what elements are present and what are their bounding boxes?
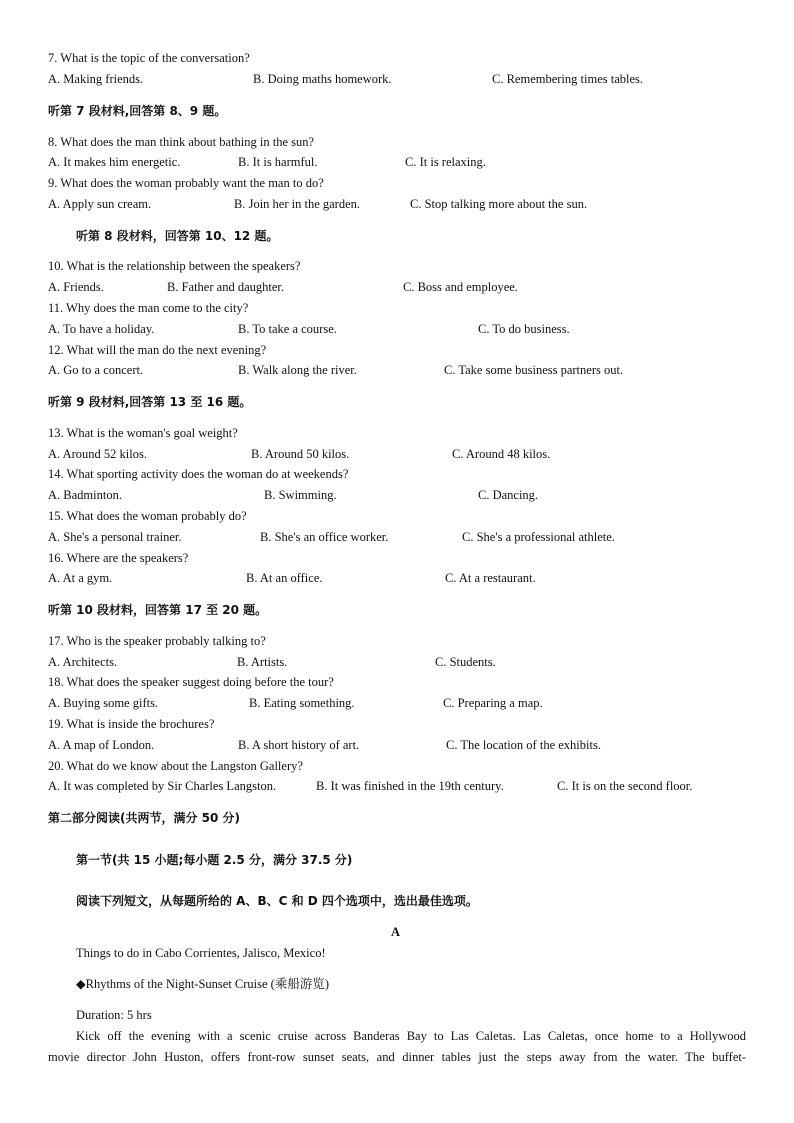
section-heading-8: 听第 8 段材料，回答第 10、12 题。 [76,229,279,243]
question-7-stem: 7. What is the topic of the conversation? [48,51,250,65]
question-9-option-b: B. Join her in the garden. [234,197,361,211]
question-15-option-b: B. She's an office worker. [260,530,389,544]
question-20-stem: 20. What do we know about the Langston Gallery? [48,759,303,773]
question-8-option-a: A. It makes him energetic. [48,155,181,169]
question-20-option-b: B. It was finished in the 19th century. [316,779,504,793]
question-16-option-b: B. At an office. [246,571,323,585]
question-9-option-c: C. Stop talking more about the sun. [410,197,588,211]
question-10-stem: 10. What is the relationship between the speakers? [48,259,301,273]
question-12-option-c: C. Take some business partners out. [444,363,624,377]
passage-item-heading: ◆Rhythms of the Night-Sunset Cruise (乘船游览) [76,977,330,991]
question-11-option-a: A. To have a holiday. [48,322,155,336]
question-15-option-c: C. She's a professional athlete. [462,530,615,544]
question-20-option-c: C. It is on the second floor. [557,779,693,793]
question-19-option-a: A. A map of London. [48,738,155,752]
question-14-stem: 14. What sporting activity does the woman do at weekends? [48,467,349,481]
question-16-stem: 16. Where are the speakers? [48,551,189,565]
question-10-option-c: C. Boss and employee. [403,280,518,294]
passage-paragraph-line-2: movie director John Huston, offers front-row sunset seats, and dinner tables just the steps away from the water. The buffet- [48,1050,746,1064]
question-18-option-a: A. Buying some gifts. [48,696,159,710]
question-11-stem: 11. Why does the man come to the city? [48,301,249,315]
question-9-option-a: A. Apply sun cream. [48,197,152,211]
question-19-option-c: C. The location of the exhibits. [446,738,601,752]
question-13-option-b: B. Around 50 kilos. [251,447,350,461]
reading-instruction: 阅读下列短文，从每题所给的 A、B、C 和 D 四个选项中，选出最佳选项。 [76,894,478,908]
passage-letter: A [391,925,401,939]
question-17-option-a: A. Architects. [48,655,118,669]
question-11-option-b: B. To take a course. [238,322,337,336]
question-7-option-a: A. Making friends. [48,72,144,86]
question-8-stem: 8. What does the man think about bathing in the sun? [48,135,315,149]
question-16-option-c: C. At a restaurant. [445,571,536,585]
question-18-option-b: B. Eating something. [249,696,355,710]
question-14-option-a: A. Badminton. [48,488,122,502]
section-heading-10: 听第 10 段材料，回答第 17 至 20 题。 [48,603,268,617]
question-15-stem: 15. What does the woman probably do? [48,509,247,523]
section-heading-9: 听第 9 段材料,回答第 13 至 16 题。 [48,395,252,409]
question-19-stem: 19. What is inside the brochures? [48,717,215,731]
question-14-option-b: B. Swimming. [264,488,337,502]
question-13-option-c: C. Around 48 kilos. [452,447,551,461]
question-9-stem: 9. What does the woman probably want the man to do? [48,176,324,190]
section-one-heading: 第一节(共 15 小题;每小题 2.5 分，满分 37.5 分) [76,853,353,867]
question-7-option-b: B. Doing maths homework. [253,72,392,86]
question-20-option-a: A. It was completed by Sir Charles Langston. [48,779,277,793]
section-heading-7: 听第 7 段材料,回答第 8、9 题。 [48,104,227,118]
question-10-option-b: B. Father and daughter. [167,280,284,294]
question-8-option-c: C. It is relaxing. [405,155,486,169]
question-13-stem: 13. What is the woman's goal weight? [48,426,238,440]
question-16-option-a: A. At a gym. [48,571,113,585]
passage-duration: Duration: 5 hrs [76,1008,152,1022]
question-10-option-a: A. Friends. [48,280,104,294]
passage-title: Things to do in Cabo Corrientes, Jalisco, Mexico! [76,946,326,960]
passage-paragraph-line-1: Kick off the evening with a scenic cruise across Banderas Bay to Las Caletas. Las Caletas, once home to a Hollywood [76,1029,746,1043]
question-8-option-b: B. It is harmful. [238,155,318,169]
question-11-option-c: C. To do business. [478,322,570,336]
question-17-stem: 17. Who is the speaker probably talking to? [48,634,266,648]
question-17-option-b: B. Artists. [237,655,288,669]
question-12-option-a: A. Go to a concert. [48,363,144,377]
question-15-option-a: A. She's a personal trainer. [48,530,182,544]
question-18-option-c: C. Preparing a map. [443,696,543,710]
part-two-heading: 第二部分阅读(共两节，满分 50 分) [48,811,241,825]
question-17-option-c: C. Students. [435,655,496,669]
question-14-option-c: C. Dancing. [478,488,539,502]
question-19-option-b: B. A short history of art. [238,738,360,752]
question-12-stem: 12. What will the man do the next evening? [48,343,267,357]
question-18-stem: 18. What does the speaker suggest doing before the tour? [48,675,334,689]
question-12-option-b: B. Walk along the river. [238,363,357,377]
question-7-option-c: C. Remembering times tables. [492,72,644,86]
question-13-option-a: A. Around 52 kilos. [48,447,147,461]
